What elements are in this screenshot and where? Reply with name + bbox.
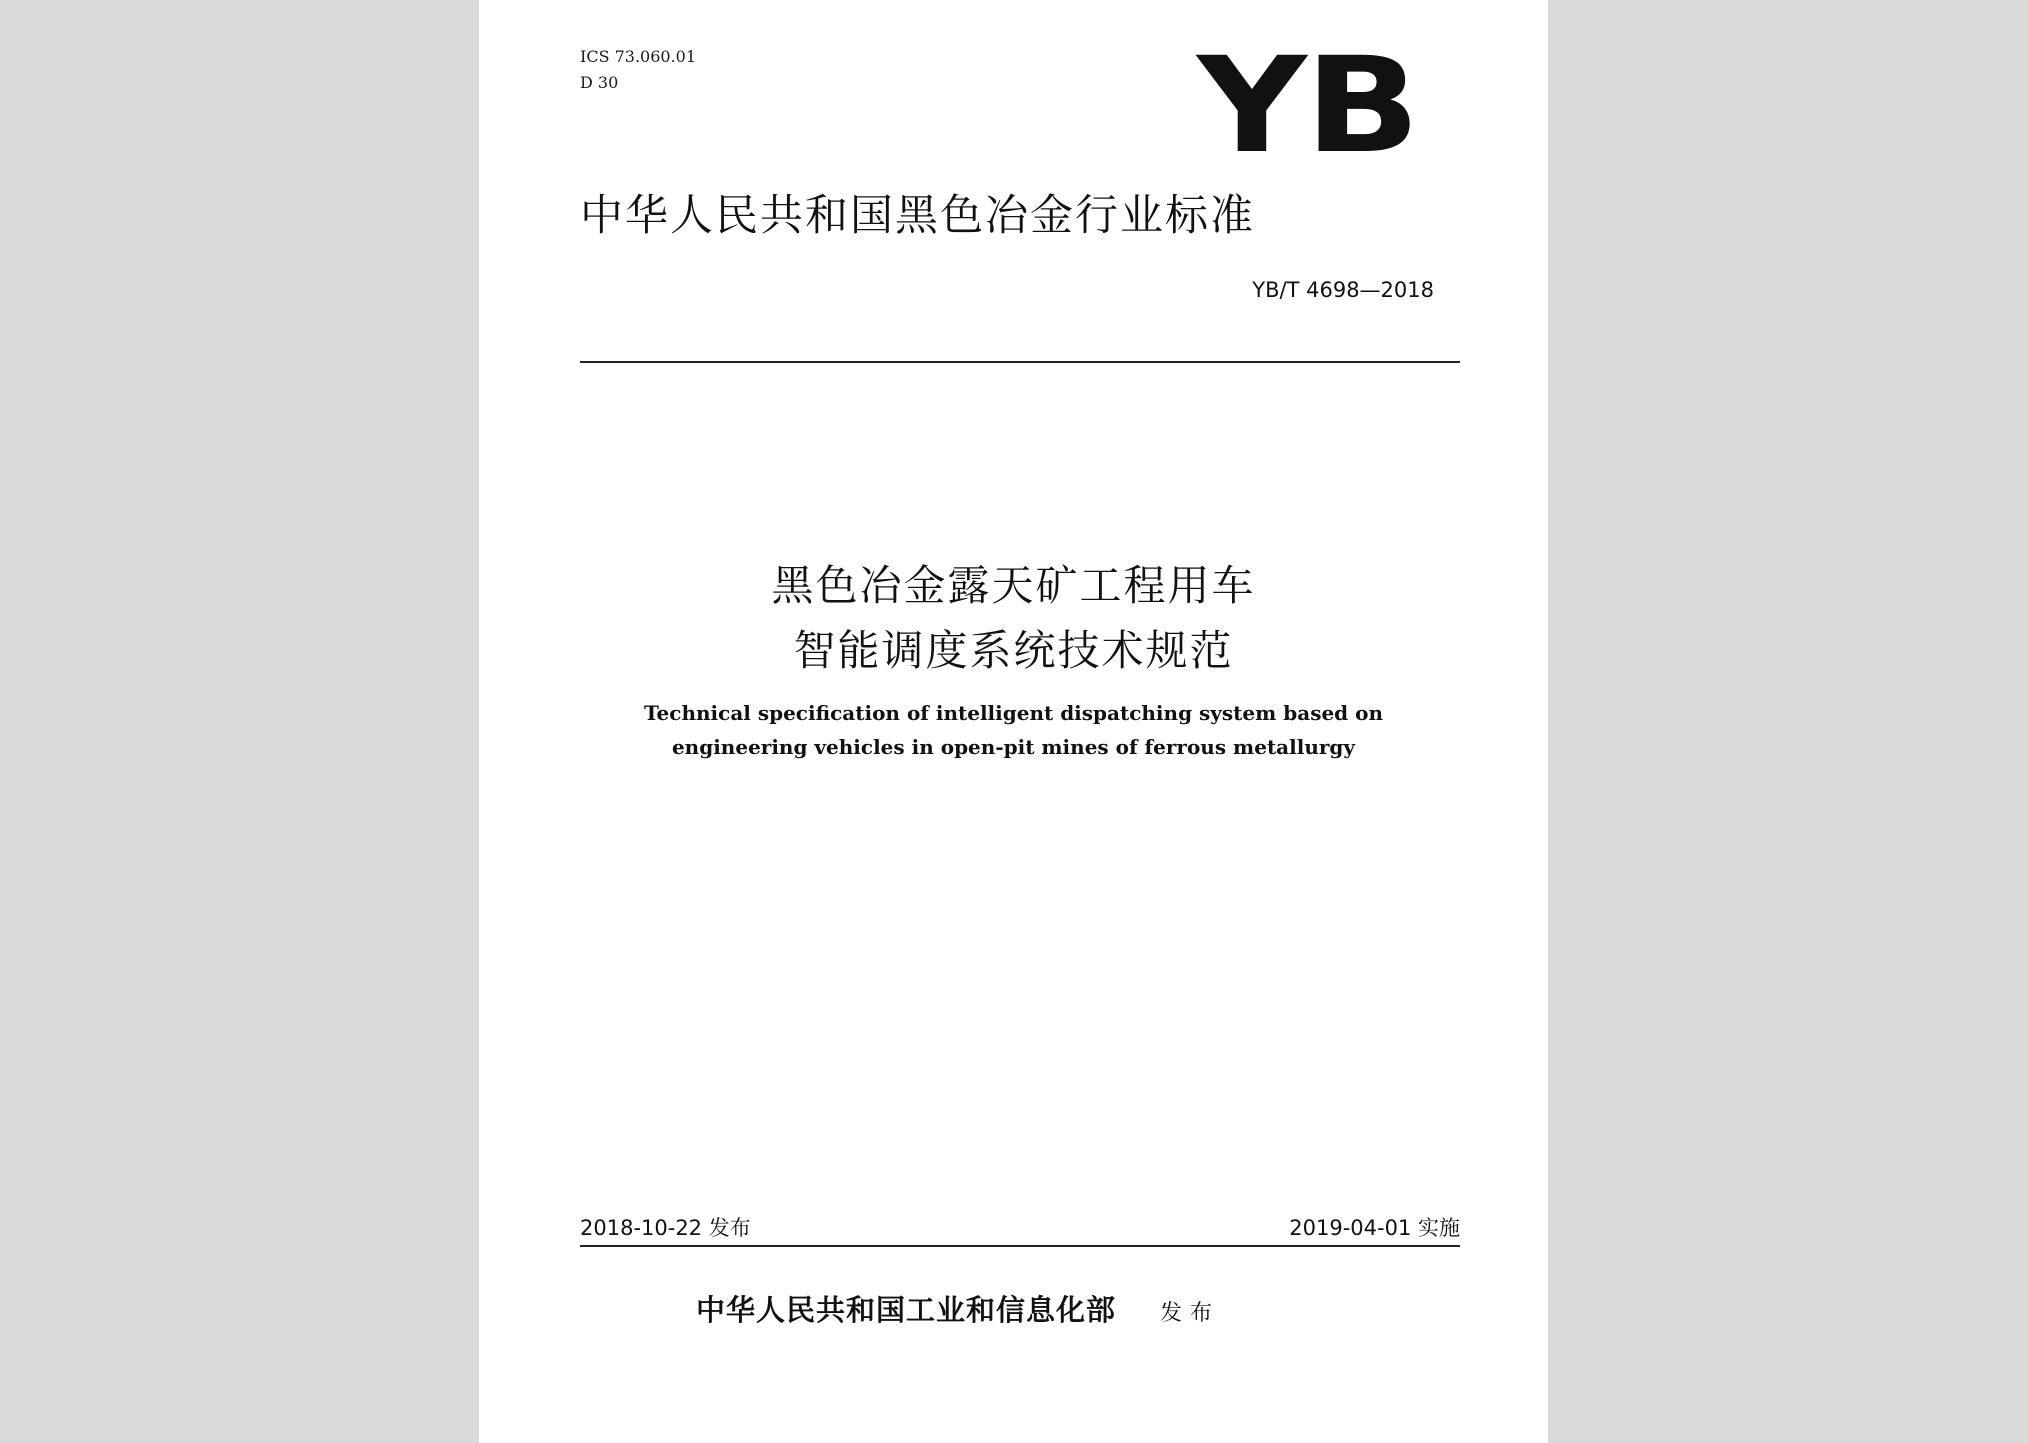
ics-code: ICS 73.060.01: [580, 47, 697, 66]
chinese-title-line-1: 黑色冶金露天矿工程用车: [771, 561, 1256, 610]
english-title-line-2: engineering vehicles in open-pit mines of ferrous metallurgy: [671, 735, 1356, 759]
chinese-title: [479, 553, 1548, 683]
standard-number: YB/T 4698—2018: [1252, 278, 1434, 302]
implementation-date: 2019-04-01 实施: [1289, 1216, 1460, 1240]
issuing-authority: 中华人民共和国工业和信息化部: [696, 1293, 1117, 1327]
yb-logo: YB: [1197, 29, 1419, 183]
issue-action: 发布: [1160, 1301, 1221, 1326]
classification-codes: [580, 44, 696, 96]
top-divider: [580, 361, 1460, 363]
ccs-code: D 30: [580, 73, 619, 92]
document-page: [479, 0, 1548, 1443]
date-row: [580, 1214, 1460, 1242]
english-title-line-1: Technical specification of intelligent dispatching system based on: [643, 701, 1384, 725]
issue-date: 2018-10-22 发布: [580, 1216, 751, 1240]
english-title: [479, 696, 1548, 764]
issuer-row: [696, 1290, 1396, 1330]
chinese-title-line-2: 智能调度系统技术规范: [793, 626, 1234, 675]
industry-standard-title: 中华人民共和国黑色冶金行业标准: [580, 191, 1255, 241]
bottom-divider: [580, 1245, 1460, 1247]
